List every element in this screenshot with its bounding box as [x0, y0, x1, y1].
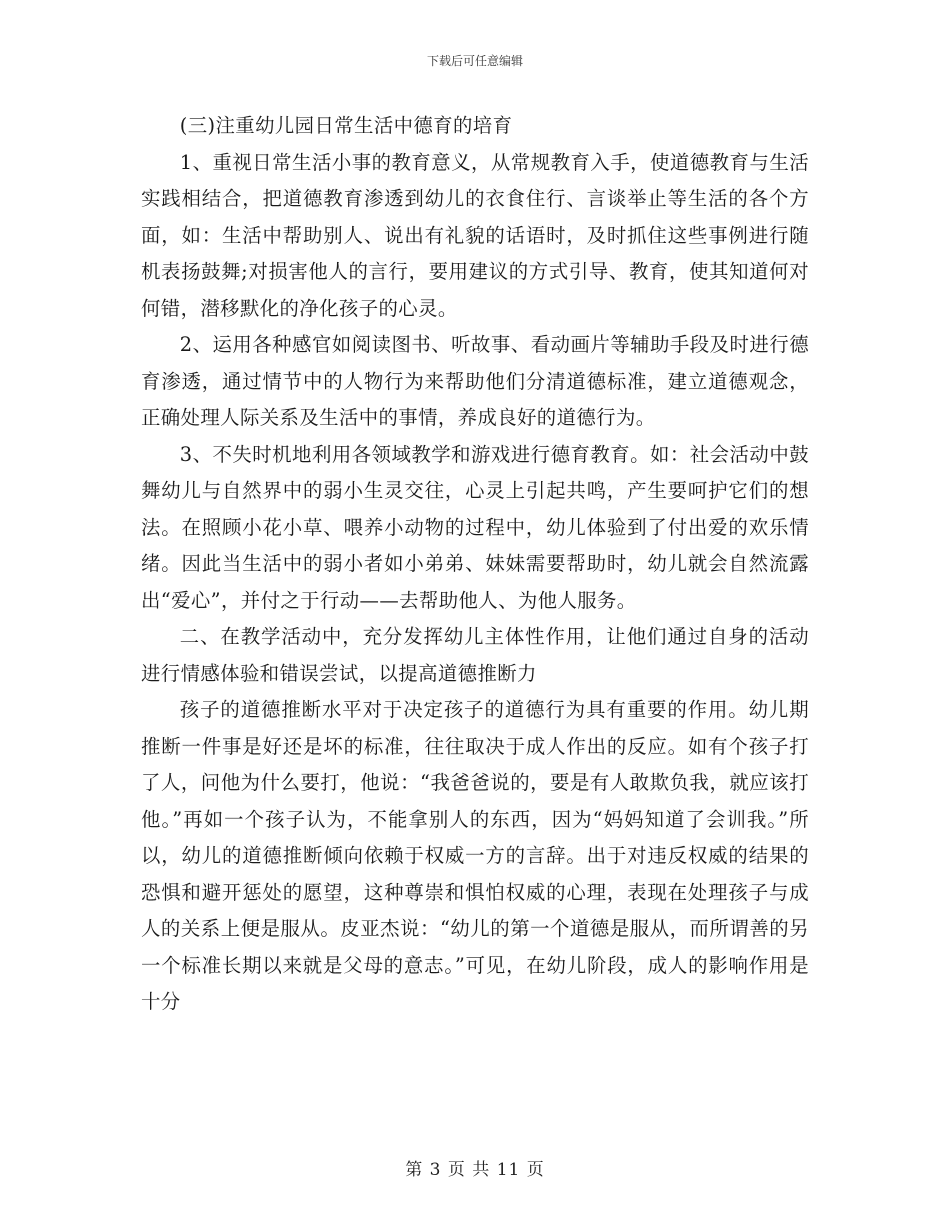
- section-heading: (三)注重幼儿园日常生活中德育的培育: [179, 114, 513, 137]
- section-heading: 二、在教学活动中，充分发挥幼儿主体性作用，让他们通过自身的活动进行情感体验和错误尝试，以提高道德推断力: [141, 625, 809, 685]
- body-paragraph: 3、不失时机地利用各领域教学和游戏进行德育教育。如：社会活动中鼓舞幼儿与自然界中的弱小生灵交往，心灵上引起共鸣，产生要呵护它们的想法。在照顾小花小草、喂养小动物的过程中，幼儿体验到了付出爱的欢乐情绪。因此当生活中的弱小者如小弟弟、妹妹需要帮助时，幼儿就会自然流露出“爱心”，并付之于行动——去帮助他人、为他人服务。: [141, 442, 809, 612]
- page-footer: 第 3 页 共 11 页: [405, 1160, 545, 1180]
- body-paragraph: 1、重视日常生活小事的教育意义，从常规教育入手，使道德教育与生活实践相结合，把道德教育渗透到幼儿的衣食住行、言谈举止等生活的各个方面，如：生活中帮助别人、说出有礼貌的话语时，及时抓住这些事例进行随机表扬鼓舞;对损害他人的言行，要用建议的方式引导、教育，使其知道何对何错，潜移默化的净化孩子的心灵。: [141, 150, 809, 320]
- body-paragraph: 2、运用各种感官如阅读图书、听故事、看动画片等辅助手段及时进行德育渗透，通过情节中的人物行为来帮助他们分清道德标准，建立道德观念，正确处理人际关系及生活中的事情，养成良好的道德行为。: [141, 333, 809, 429]
- body-paragraph: 孩子的道德推断水平对于决定孩子的道德行为具有重要的作用。幼儿期推断一件事是好还是坏的标准，往往取决于成人作出的反应。如有个孩子打了人，问他为什么要打，他说：“我爸爸说的，要是有人敢欺负我，就应该打他。”再如一个孩子认为，不能拿别人的东西，因为“妈妈知道了会训我。”所以，幼儿的道德推断倾向依赖于权威一方的言辞。出于对违反权威的结果的恐惧和避开惩处的愿望，这种尊崇和惧怕权威的心理，表现在处理孩子与成人的关系上便是服从。皮亚杰说：“幼儿的第一个道德是服从，而所谓善的另一个标准长期以来就是父母的意志。”可见，在幼儿阶段，成人的影响作用是十分: [141, 698, 809, 1013]
- page-header: 下载后可任意编辑: [426, 54, 523, 68]
- document-body: [141, 108, 809, 1021]
